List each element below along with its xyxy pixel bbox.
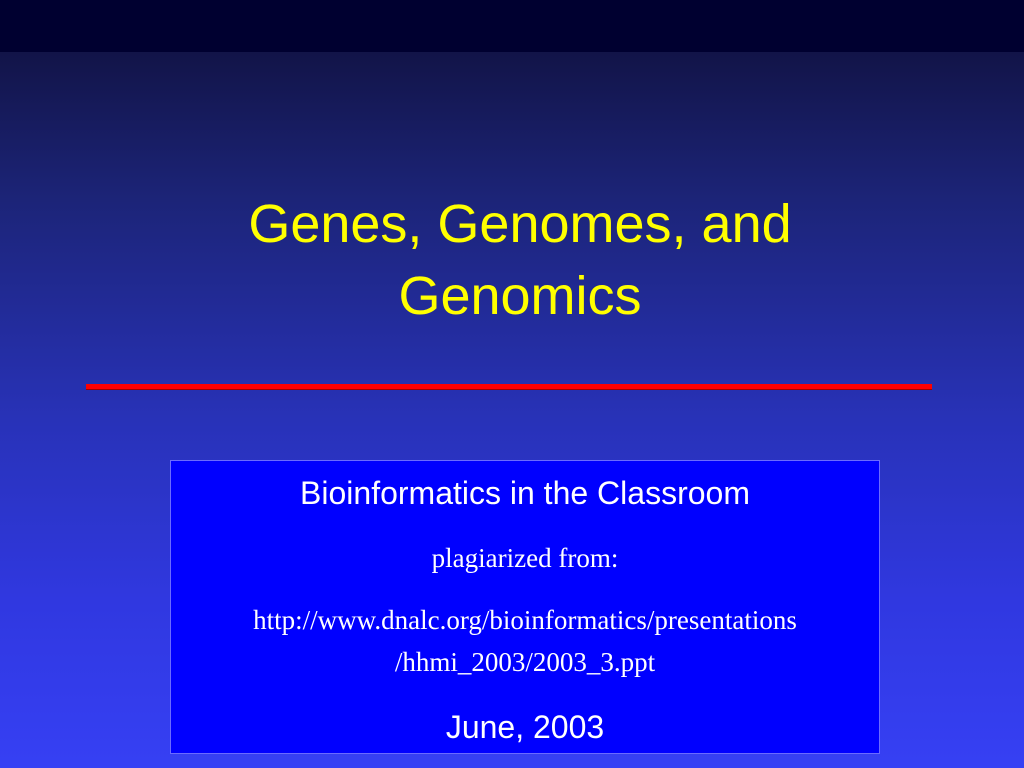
source-url-line-2: /hhmi_2003/2003_3.ppt bbox=[394, 647, 656, 677]
slide-title-line-2: Genomics bbox=[398, 266, 642, 326]
source-url bbox=[171, 599, 879, 683]
info-box bbox=[170, 460, 880, 754]
presentation-date: June, 2003 bbox=[445, 709, 605, 745]
slide-title bbox=[0, 188, 1024, 332]
slide-title-line-1: Genes, Genomes, and bbox=[248, 194, 792, 254]
source-url-line-1: http://www.dnalc.org/bioinformatics/presentations bbox=[253, 605, 797, 635]
title-divider bbox=[86, 384, 932, 389]
source-label: plagiarized from: bbox=[431, 543, 619, 573]
subtitle: Bioinformatics in the Classroom bbox=[300, 475, 750, 511]
slide-header-band bbox=[0, 0, 1024, 52]
